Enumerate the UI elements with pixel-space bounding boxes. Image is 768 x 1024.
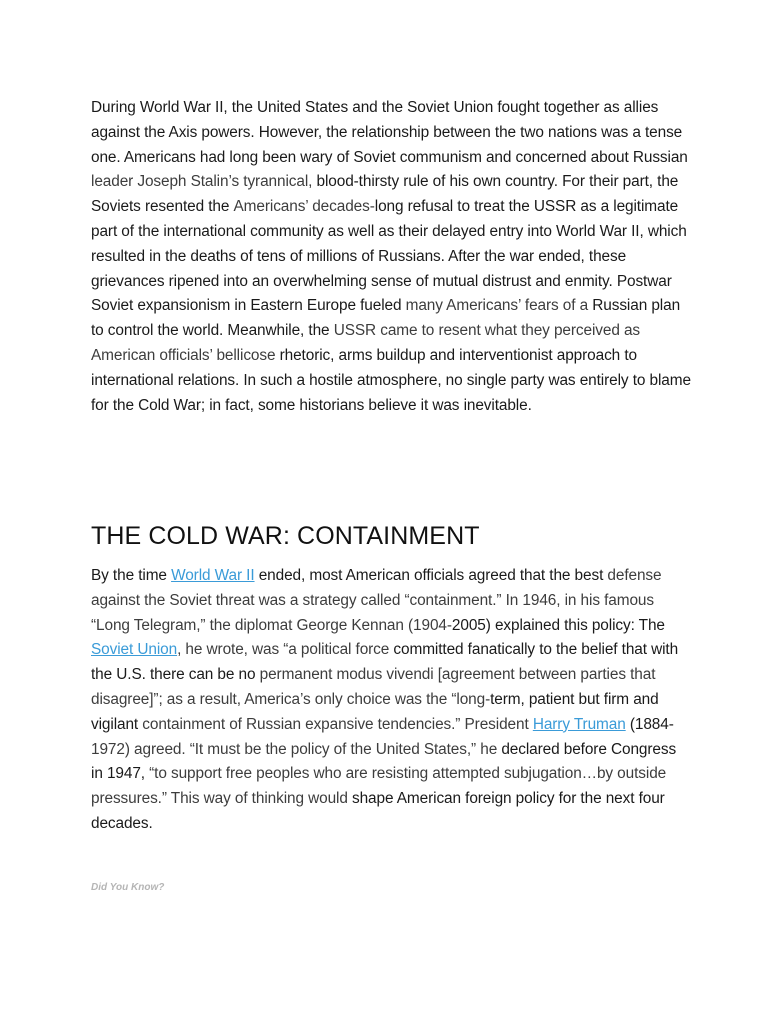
link-harry-truman[interactable]: Harry Truman <box>532 715 626 733</box>
containment-text-4: 2005) explained this policy: The <box>451 616 665 634</box>
article <box>91 96 691 893</box>
intro-text-1: During World War II, the United States and the Soviet Union fought together as allies against the Axis powers. However, the relationship between the two nations was a tense one. Americans had long been wary of Soviet communism and concerned about Russian <box>91 99 688 166</box>
intro-text-3: blood-thirsty rule of his own country. For their part, the Soviets resented the <box>91 173 679 216</box>
intro-text-9: rhetoric, arms buildup and interventionist approach to international relations. In such a hostile atmosphere, no single party was entirely to blame for the Cold War; in fact, some historians believe it was inevitable. <box>91 346 691 414</box>
section-heading: THE COLD WAR: CONTAINMENT <box>91 522 480 550</box>
containment-text-13: “to support free peoples who are resisting attempted subjugation…by outside pressures.” This way of thinking would <box>91 765 667 808</box>
intro-paragraph <box>91 96 691 418</box>
containment-text-6: committed fanatically to the belief that with the U.S. there can be no <box>91 641 679 684</box>
intro-text-7: Russian plan to control the world. Meanwhile, the <box>91 297 681 340</box>
containment-text-11: 1972) agreed. “It must be the policy of the United States,” he <box>91 740 502 758</box>
containment-text-7: permanent modus vivendi [agreement between parties that disagree]”; as a result, America’s only choice was the “long- <box>91 666 656 708</box>
containment-text-9: containment of Russian expansive tendencies.” President <box>142 715 533 733</box>
containment-paragraph <box>91 564 691 837</box>
containment-text-2: ended, most American officials agreed that the best <box>254 567 608 584</box>
intro-text-4: Americans’ decades- <box>233 198 375 216</box>
intro-text-5: long refusal to treat the USSR as a legitimate part of the international community as well as their delayed entry into World War II, which resulted in the deaths of tens of millions of Russians. After the war ended, these grievances ripened into an overwhelming sense of mutual distrust and enmity. Postwar Soviet expansionism in Eastern Europe fueled <box>91 198 687 315</box>
containment-text-12: declared before Congress in 1947, <box>91 740 677 783</box>
containment-text-10: (1884- <box>625 715 674 733</box>
containment-text-5: , he wrote, was “a political force <box>177 641 394 659</box>
link-soviet-union[interactable]: Soviet Union <box>91 641 178 659</box>
link-world-war-ii[interactable]: World War II <box>171 567 255 584</box>
intro-text-8: USSR came to resent what they perceived as American officials’ bellicose <box>91 322 641 364</box>
containment-text-14: shape American foreign policy for the next four decades. <box>91 790 665 832</box>
containment-text-8: term, patient but firm and vigilant <box>91 690 659 733</box>
containment-text-3: defense against the Soviet threat was a strategy called “containment.” In 1946, in his famous “Long Telegram,” the diplomat George Kennan (1904- <box>91 567 662 634</box>
containment-text-1: By the time <box>91 567 172 584</box>
intro-text-2: leader Joseph Stalin’s tyrannical, <box>91 173 313 191</box>
did-you-know-label: Did You Know? <box>91 882 165 893</box>
intro-text-6: many Americans’ fears of a <box>405 297 593 315</box>
